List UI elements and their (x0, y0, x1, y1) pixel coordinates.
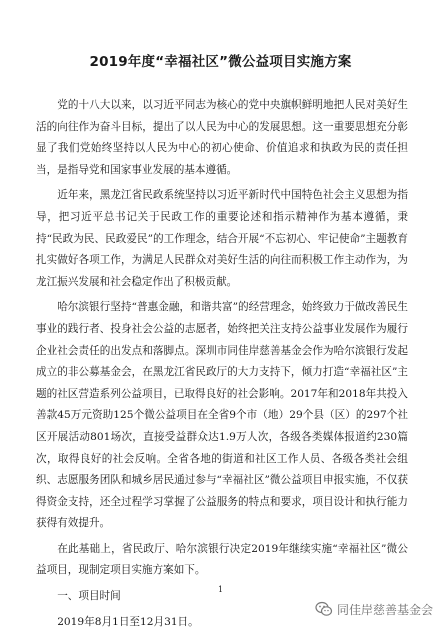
paragraph-project-dates: 2019年8月1日至12月31日。 (57, 615, 199, 628)
page-number: 1 (217, 585, 224, 594)
paragraph-plan-basis: 在此基础上，省民政厅、哈尔滨银行决定2019年继续实施“幸福社区”微公益项目，现制定项目实施方案如下。 (36, 542, 408, 577)
wechat-watermark (315, 599, 433, 619)
paragraph-intro: 党的十八大以来，以习近平同志为核心的党中央旗帜鲜明地把人民对美好生活的向往作为奋斗目标，提出了以人民为中心的发展思想。这一重要思想充分彰显了我们党始终坚持以人民为中心的初心使命、价值追求和执政为民的责任担当，是指导党和国家事业发展的基本遵循。 (36, 99, 408, 176)
wechat-icon (315, 601, 333, 617)
watermark-text: 同佳岸慈善基金会 (336, 602, 433, 617)
paragraph-harbin-bank: 哈尔滨银行坚持“普惠金融，和谐共富”的经营理念，始终致力于做改善民生事业的践行者、投身社会公益的志愿者，始终把关注支持公益事业发展作为履行企业社会责任的出发点和落脚点。深圳市同佳岸慈善基金会作为哈尔滨银行发起成立的非公募基金会，在黑龙江省民政厅的大力支持下，倾力打造“幸福社区”主题的社区营造系列公益项目，已取得良好的社会影响。2017年和2018年共投入善款45万元资助125个微公益项目在全省9个市（地）29个县（区）的297个社区开展活动801场次，直接受益群众达1.9万人次，各级各类媒体报道约230篇次，取得良好的社会反响。全省各地的街道和社区工作人员、各级各类社会组织、志愿服务团队和城乡居民通过参与“幸福社区”微公益项目申报实施，不仅获得资金支持，还全过程学习掌握了公益服务的特点和要求，项目设计和执行能力获得有效提升。 (36, 301, 408, 530)
section-heading-project-time: 一、项目时间 (57, 590, 121, 603)
paragraph-civil-affairs: 近年来，黑龙江省民政系统坚持以习近平新时代中国特色社会主义思想为指导，把习近平总书记关于民政工作的重要论述和指示精神作为基本遵循，秉持“民政为民、民政爱民”的工作理念，结合开展“不忘初心、牢记使命”主题教育扎实做好各项工作，为满足人民群众对美好生活的向往而积极工作主动作为，为龙江振兴发展和社会稳定作出了积极贡献。 (36, 189, 408, 288)
document-title: 2019年度“幸福社区”微公益项目实施方案 (89, 54, 352, 70)
document-body (36, 95, 408, 637)
